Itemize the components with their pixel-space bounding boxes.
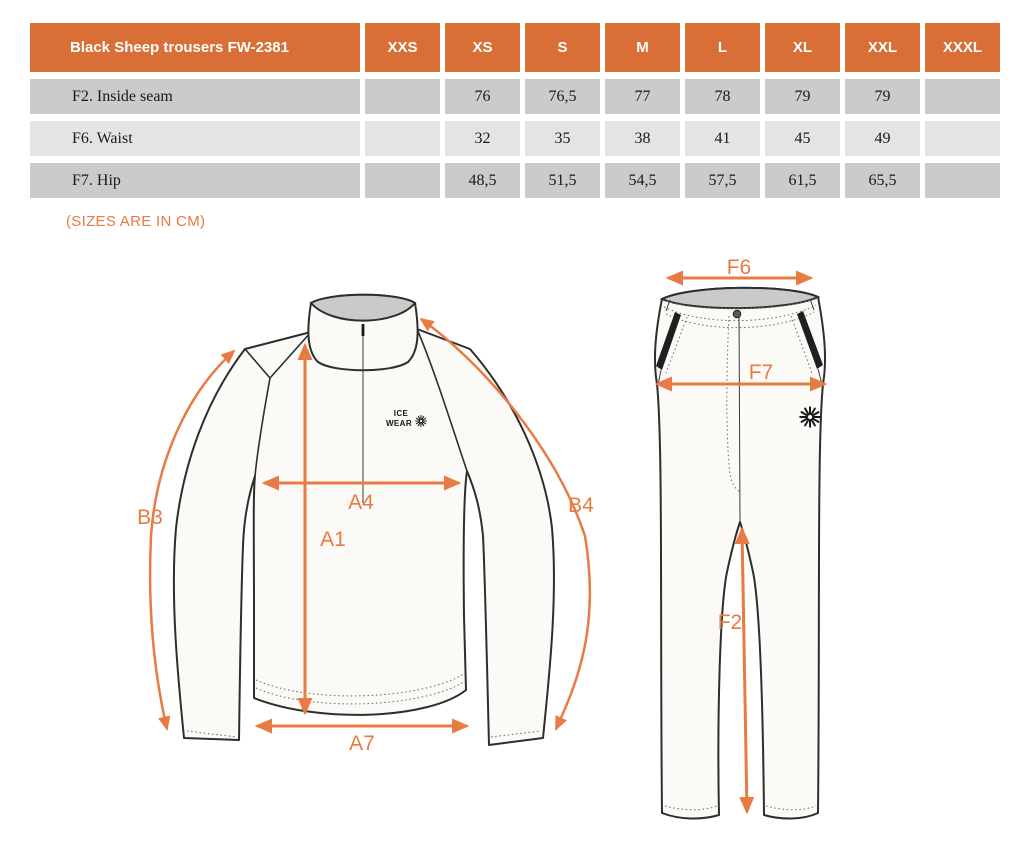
row-label: F6. Waist xyxy=(30,121,360,156)
col-header-l: L xyxy=(685,23,760,72)
row-label: F7. Hip xyxy=(30,163,360,198)
sizes-note: (SIZES ARE IN CM) xyxy=(66,213,206,230)
col-header-xxs: XXS xyxy=(365,23,440,72)
measurement-diagram xyxy=(0,16,1030,865)
f2-label: F2 xyxy=(717,611,743,634)
col-header-s: S xyxy=(525,23,600,72)
cell-value: 57,5 xyxy=(685,163,760,198)
col-header-m: M xyxy=(605,23,680,72)
cell-value: 51,5 xyxy=(525,163,600,198)
cell-value: 38 xyxy=(605,121,680,156)
col-header-xxxl: XXXL xyxy=(925,23,1000,72)
trousers-silhouette xyxy=(655,288,825,819)
cell-value: 78 xyxy=(685,79,760,114)
b4-label: B4 xyxy=(568,494,594,517)
cell-value: 49 xyxy=(845,121,920,156)
cell-value: 79 xyxy=(765,79,840,114)
zipper-pull xyxy=(362,324,365,336)
b3-label: B3 xyxy=(137,506,163,529)
cell-value: 76 xyxy=(445,79,520,114)
shirt-logo-line1: ICE xyxy=(393,409,409,418)
f2-inseam-arrow xyxy=(742,529,747,812)
col-header-xl: XL xyxy=(765,23,840,72)
a4-label: A4 xyxy=(348,491,374,514)
cell-value: 48,5 xyxy=(445,163,520,198)
cell-value: 32 xyxy=(445,121,520,156)
cell-value: 61,5 xyxy=(765,163,840,198)
cell-value: 65,5 xyxy=(845,163,920,198)
cell-value: 45 xyxy=(765,121,840,156)
shirt-logo-line2: WEAR xyxy=(385,419,413,428)
trousers-drawing xyxy=(655,256,825,819)
shirt-drawing xyxy=(137,295,594,755)
a1-label: A1 xyxy=(320,528,346,551)
cell-value: 54,5 xyxy=(605,163,680,198)
cell-value: 41 xyxy=(685,121,760,156)
f6-label: F6 xyxy=(726,256,752,279)
cell-value: 79 xyxy=(845,79,920,114)
cell-value: 77 xyxy=(605,79,680,114)
col-header-xxl: XXL xyxy=(845,23,920,72)
waist-button xyxy=(733,310,741,318)
table-title: Black Sheep trousers FW-2381 xyxy=(30,23,360,72)
cell-value: 76,5 xyxy=(525,79,600,114)
f7-label: F7 xyxy=(748,361,774,384)
cell-value: 35 xyxy=(525,121,600,156)
col-header-xs: XS xyxy=(445,23,520,72)
a7-label: A7 xyxy=(349,732,375,755)
size-chart-page xyxy=(0,16,1030,865)
shirt-silhouette xyxy=(174,329,554,745)
row-label: F2. Inside seam xyxy=(30,79,360,114)
